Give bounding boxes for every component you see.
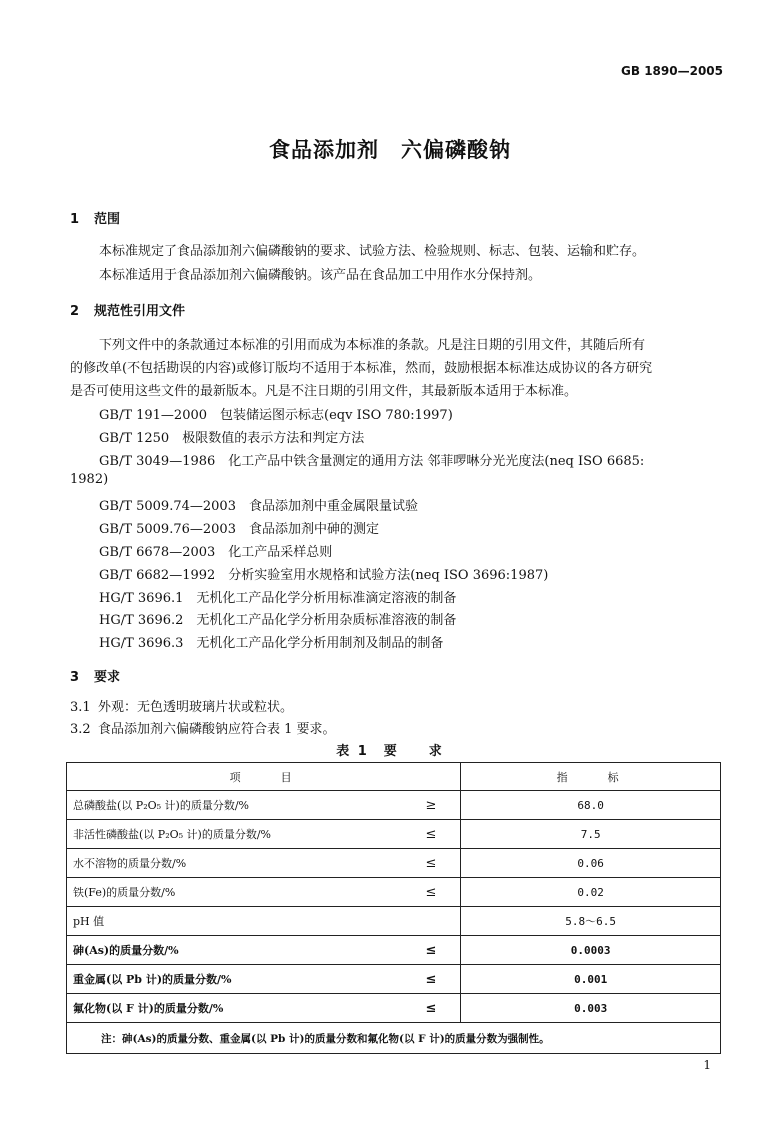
- table-row: [67, 994, 721, 1023]
- value-cell: 0.0003: [461, 936, 721, 965]
- item-cell: 重金属(以 Pb 计)的质量分数/%: [67, 965, 371, 994]
- table-row: [67, 965, 721, 994]
- value-cell: 68.0: [461, 791, 721, 820]
- value-cell: 0.02: [461, 878, 721, 907]
- item-cell: 砷(As)的质量分数/%: [67, 936, 371, 965]
- item-cell: 铁(Fe)的质量分数/%: [67, 878, 371, 907]
- clause-3-1: [70, 696, 293, 715]
- value-cell: 0.001: [461, 965, 721, 994]
- section-2-heading: [70, 300, 185, 319]
- section-title: 范围: [94, 212, 121, 227]
- comparison-symbol: ≤: [371, 820, 461, 849]
- section-title: 规范性引用文件: [94, 304, 186, 319]
- table-row: [67, 820, 721, 849]
- section-3-heading: [70, 666, 120, 685]
- clause-number: 3.2: [70, 722, 91, 737]
- table-row: [67, 791, 721, 820]
- comparison-symbol: ≤: [371, 849, 461, 878]
- header-item: 项 目: [67, 763, 461, 791]
- comparison-symbol: ≥: [371, 791, 461, 820]
- reference-item: GB/T 6678—2003 化工产品采样总则: [99, 545, 333, 560]
- item-cell: 氟化物(以 F 计)的质量分数/%: [67, 994, 371, 1023]
- paragraph-line: 的修改单(不包括勘误的内容)或修订版均不适用于本标准，然而，鼓励根据本标准达成协议的各方研究: [70, 361, 653, 376]
- reference-item: GB/T 191—2000 包装储运图示标志(eqv ISO 780:1997): [99, 408, 453, 423]
- table-row: [67, 878, 721, 907]
- table-note: 注：砷(As)的质量分数、重金属(以 Pb 计)的质量分数和氟化物(以 F 计)的质量分数为强制性。: [67, 1023, 721, 1054]
- clause-number: 3.1: [70, 700, 91, 715]
- section-number: 1: [70, 212, 80, 227]
- paragraph: 本标准规定了食品添加剂六偏磷酸钠的要求、试验方法、检验规则、标志、包装、运输和贮存。: [99, 244, 646, 259]
- document-title: 食品添加剂 六偏磷酸钠: [269, 138, 511, 162]
- item-cell: pH 值: [67, 907, 371, 936]
- standard-code: GB 1890—2005: [621, 64, 723, 78]
- value-cell: 7.5: [461, 820, 721, 849]
- table-header-row: [67, 763, 721, 791]
- reference-item: GB/T 5009.74—2003 食品添加剂中重金属限量试验: [99, 499, 418, 514]
- section-number: 2: [70, 304, 80, 319]
- comparison-symbol: [371, 907, 461, 936]
- comparison-symbol: ≤: [371, 994, 461, 1023]
- comparison-symbol: ≤: [371, 878, 461, 907]
- value-cell: 0.06: [461, 849, 721, 878]
- item-cell: 水不溶物的质量分数/%: [67, 849, 371, 878]
- table-row: [67, 936, 721, 965]
- clause-text: 食品添加剂六偏磷酸钠应符合表 1 要求。: [98, 722, 336, 737]
- value-cell: 0.003: [461, 994, 721, 1023]
- table-row: [67, 849, 721, 878]
- table-caption: 表 1 要 求: [336, 744, 444, 759]
- reference-item: GB/T 6682—1992 分析实验室用水规格和试验方法(neq ISO 3696:1987): [99, 568, 549, 583]
- reference-item: GB/T 5009.76—2003 食品添加剂中砷的测定: [99, 522, 379, 537]
- section-title: 要求: [94, 670, 121, 685]
- paragraph: 本标准适用于食品添加剂六偏磷酸钠。该产品在食品加工中用作水分保持剂。: [99, 268, 542, 283]
- paragraph-line: 下列文件中的条款通过本标准的引用而成为本标准的条款。凡是注日期的引用文件，其随后所有: [99, 338, 646, 353]
- value-cell: 5.8～6.5: [461, 907, 721, 936]
- reference-item: GB/T 1250 极限数值的表示方法和判定方法: [99, 431, 365, 446]
- section-number: 3: [70, 670, 80, 685]
- table-note-row: [67, 1023, 721, 1054]
- clause-3-2: [70, 718, 336, 737]
- reference-item: GB/T 3049—1986 化工产品中铁含量测定的通用方法 邻菲啰啉分光光度法(neq ISO 6685:: [99, 454, 645, 469]
- comparison-symbol: ≤: [371, 965, 461, 994]
- comparison-symbol: ≤: [371, 936, 461, 965]
- reference-item-continuation: 1982): [70, 472, 109, 487]
- table-row: [67, 907, 721, 936]
- reference-item: HG/T 3696.2 无机化工产品化学分析用杂质标准溶液的制备: [99, 613, 457, 628]
- requirements-table: [66, 762, 721, 1054]
- reference-item: HG/T 3696.1 无机化工产品化学分析用标准滴定溶液的制备: [99, 591, 457, 606]
- reference-item: HG/T 3696.3 无机化工产品化学分析用制剂及制品的制备: [99, 636, 444, 651]
- page-number: 1: [703, 1058, 711, 1072]
- section-1-heading: [70, 208, 120, 227]
- header-value: 指 标: [461, 763, 721, 791]
- item-cell: 总磷酸盐(以 P₂O₅ 计)的质量分数/%: [67, 791, 371, 820]
- item-cell: 非活性磷酸盐(以 P₂O₅ 计)的质量分数/%: [67, 820, 371, 849]
- paragraph-line: 是否可使用这些文件的最新版本。凡是不注日期的引用文件，其最新版本适用于本标准。: [70, 384, 578, 399]
- clause-text: 外观：无色透明玻璃片状或粒状。: [98, 700, 294, 715]
